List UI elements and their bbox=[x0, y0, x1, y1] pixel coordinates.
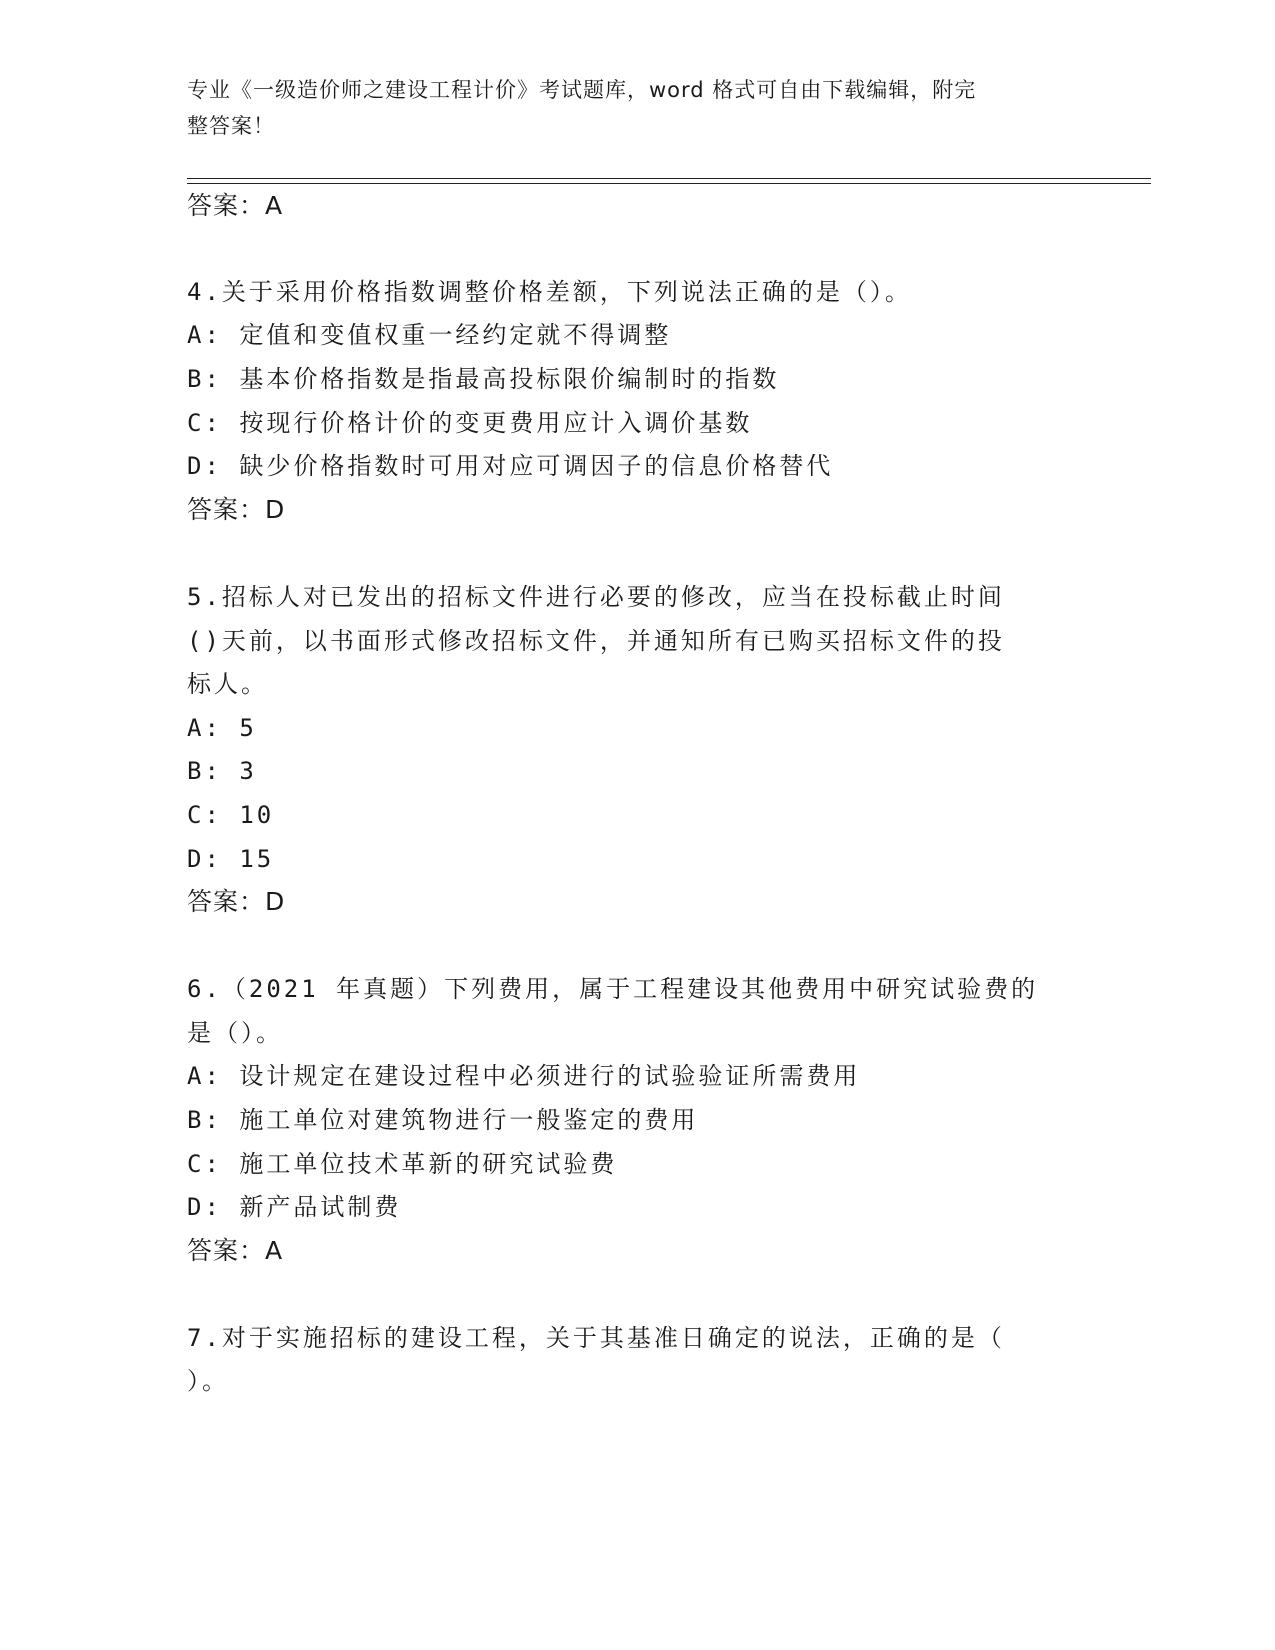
question-6-stem-line-1: 6.（2021 年真题）下列费用，属于工程建设其他费用中研究试验费的 bbox=[187, 975, 1039, 1003]
answer-q4: 答案：D bbox=[187, 495, 286, 524]
document-header bbox=[187, 72, 1067, 144]
question-5-stem-line-3: 标人。 bbox=[187, 670, 268, 698]
question-5-option-c: C: 10 bbox=[187, 801, 275, 829]
header-divider-top bbox=[187, 178, 1151, 179]
question-6-option-a: A: 设计规定在建设过程中必须进行的试验验证所需费用 bbox=[187, 1062, 861, 1090]
question-4-stem: 4.关于采用价格指数调整价格差额，下列说法正确的是（）。 bbox=[187, 278, 912, 306]
question-6-option-c: C: 施工单位技术革新的研究试验费 bbox=[187, 1150, 618, 1178]
answer-q5: 答案：D bbox=[187, 887, 286, 916]
question-6-stem-line-2: 是（）。 bbox=[187, 1019, 283, 1047]
header-divider-bottom bbox=[187, 183, 1151, 184]
answer-q6: 答案：A bbox=[187, 1236, 284, 1265]
question-5-stem-line-1: 5.招标人对已发出的招标文件进行必要的修改，应当在投标截止时间 bbox=[187, 583, 1005, 611]
question-6-option-d: D: 新产品试制费 bbox=[187, 1193, 402, 1221]
question-4-option-a: A: 定值和变值权重一经约定就不得调整 bbox=[187, 321, 672, 349]
question-4-option-c: C: 按现行价格计价的变更费用应计入调价基数 bbox=[187, 409, 753, 437]
question-6-option-b: B: 施工单位对建筑物进行一般鉴定的费用 bbox=[187, 1106, 699, 1134]
question-5-option-d: D: 15 bbox=[187, 845, 275, 873]
question-4-option-b: B: 基本价格指数是指最高投标限价编制时的指数 bbox=[187, 365, 780, 393]
question-7-stem-line-2: ）。 bbox=[187, 1367, 229, 1395]
question-5-option-b: B: 3 bbox=[187, 757, 257, 785]
header-line-1: 专业《一级造价师之建设工程计价》考试题库，word 格式可自由下载编辑，附完 bbox=[187, 78, 977, 102]
question-7-stem-line-1: 7.对于实施招标的建设工程，关于其基准日确定的说法，正确的是（ bbox=[187, 1324, 1005, 1352]
question-5-stem-line-2: ()天前，以书面形式修改招标文件，并通知所有已购买招标文件的投 bbox=[187, 627, 1005, 655]
question-4-option-d: D: 缺少价格指数时可用对应可调因子的信息价格替代 bbox=[187, 452, 834, 480]
question-5-option-a: A: 5 bbox=[187, 714, 257, 742]
header-line-2: 整答案！ bbox=[187, 114, 275, 138]
answer-q3: 答案：A bbox=[187, 191, 284, 220]
